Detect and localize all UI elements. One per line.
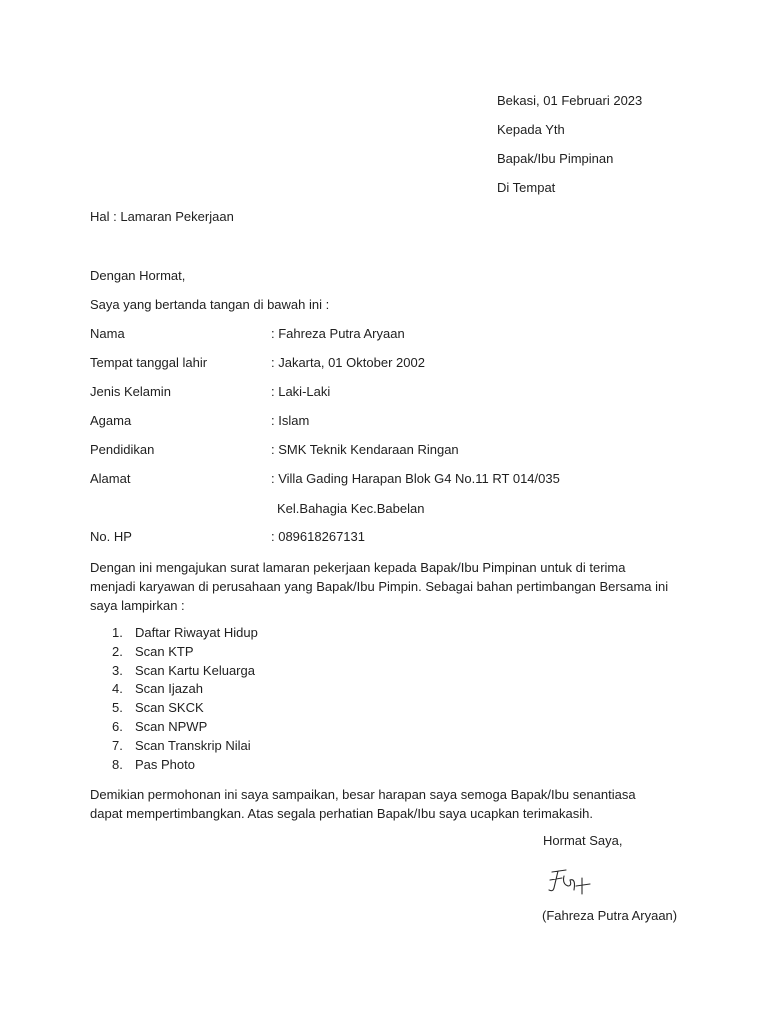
list-number: 4. <box>112 681 123 697</box>
closing-paragraph: Demikian permohonan ini saya sampaikan, besar harapan saya semoga Bapak/Ibu senantiasa dapat mempertimbangkan. Atas segala perhatian Bapak/Ibu saya ucapkan terimakasih. <box>90 787 636 821</box>
list-number: 1. <box>112 625 123 640</box>
recipient-line-3: Di Tempat <box>497 180 556 195</box>
place-date: Bekasi, 01 Februari 2023 <box>497 93 643 108</box>
detail-value: : SMK Teknik Kendaraan Ringan <box>271 442 459 457</box>
detail-label: No. HP <box>90 529 132 544</box>
detail-value: : Islam <box>271 413 310 428</box>
list-number: 8. <box>112 756 123 772</box>
detail-row-religion <box>90 413 650 429</box>
detail-label: Tempat tanggal lahir <box>90 355 208 370</box>
detail-row-gender <box>90 384 650 400</box>
list-text: Scan Kartu Keluarga <box>135 662 255 678</box>
detail-row-birth <box>90 355 650 371</box>
list-text: Scan NPWP <box>135 718 208 734</box>
recipient-line-2: Bapak/Ibu Pimpinan <box>497 151 614 166</box>
detail-value: : Laki-Laki <box>271 384 331 399</box>
detail-value: : Jakarta, 01 Oktober 2002 <box>271 355 425 370</box>
detail-label: Alamat <box>90 471 131 486</box>
detail-label: Agama <box>90 413 132 428</box>
list-number: 7. <box>112 737 123 753</box>
list-text: Scan SKCK <box>135 700 204 716</box>
list-number: 3. <box>112 662 123 678</box>
body-paragraph: Dengan ini mengajukan surat lamaran pekerjaan kepada Bapak/Ibu Pimpinan untuk di terima menjadi karyawan di perusahaan yang Bapak/Ibu Pimpin. Sebagai bahan pertimbangan Bersama ini saya lampirkan : <box>90 560 669 613</box>
detail-value: : Fahreza Putra Aryaan <box>271 326 405 341</box>
signer-name: (Fahreza Putra Aryaan) <box>542 908 678 923</box>
detail-row-name <box>90 326 650 342</box>
detail-row-address-cont <box>90 501 650 517</box>
signature-icon <box>546 866 598 896</box>
detail-row-address <box>90 471 650 487</box>
detail-value: : 089618267131 <box>271 529 365 544</box>
detail-label: Pendidikan <box>90 442 155 457</box>
detail-value: : Villa Gading Harapan Blok G4 No.11 RT 014/035 <box>271 471 560 486</box>
list-text: Pas Photo <box>135 756 195 772</box>
detail-row-phone <box>90 529 650 545</box>
recipient-line-1: Kepada Yth <box>497 122 565 137</box>
list-text: Scan KTP <box>135 643 194 659</box>
intro-text: Saya yang bertanda tangan di bawah ini : <box>90 297 330 312</box>
greeting: Dengan Hormat, <box>90 268 186 283</box>
detail-value: Kel.Bahagia Kec.Babelan <box>277 501 425 516</box>
sign-off-salutation: Hormat Saya, <box>543 833 623 848</box>
list-text: Scan Transkrip Nilai <box>135 737 251 753</box>
list-number: 6. <box>112 718 123 734</box>
letter-subject: Hal : Lamaran Pekerjaan <box>90 209 234 224</box>
list-text: Scan Ijazah <box>135 681 203 697</box>
detail-label: Nama <box>90 326 125 341</box>
list-number: 5. <box>112 700 123 716</box>
list-number: 2. <box>112 643 123 659</box>
detail-row-education <box>90 442 650 458</box>
list-text: Daftar Riwayat Hidup <box>135 625 258 640</box>
detail-label: Jenis Kelamin <box>90 384 171 399</box>
